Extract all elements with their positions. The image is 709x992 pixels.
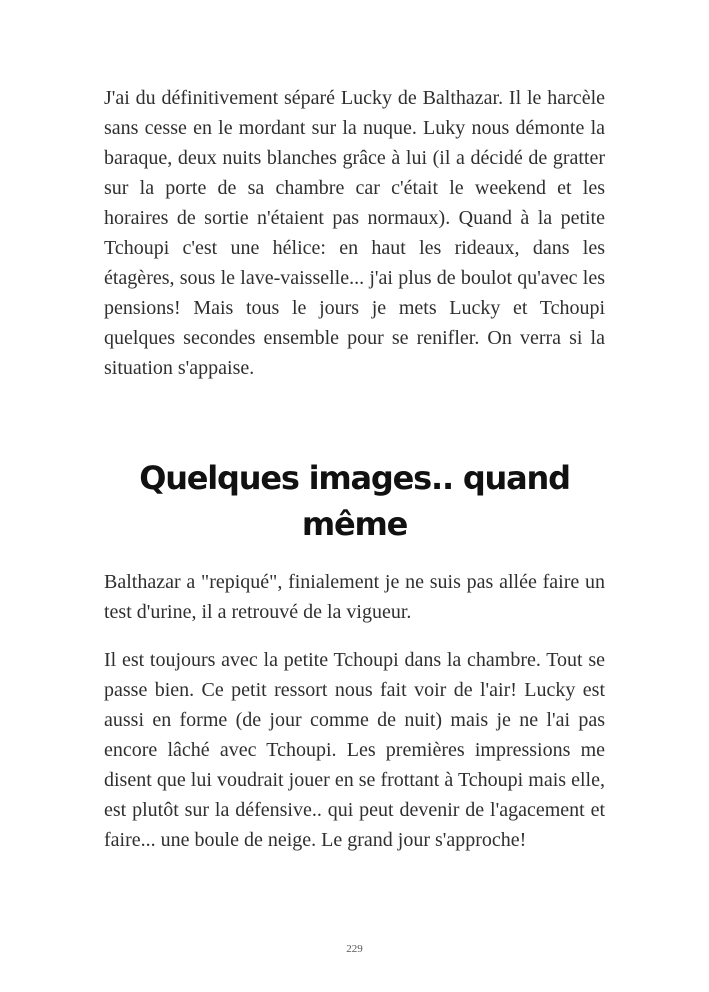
paragraph-tchoupi-chambre: Il est toujours avec la petite Tchoupi dans la chambre. Tout se passe bien. Ce petit ressort nous fait voir de l'air! Lucky est aussi en forme (de jour comme de nuit) mais je ne l'ai pas encore lâché avec Tchoupi. Les premières impressions me disent que lui voudrait jouer en se frottant à Tchoupi mais elle, est plutôt sur la défensive.. qui peut devenir de l'agacement et faire... une boule de neige. Le grand jour s'approche! (104, 649, 605, 851)
page-number: 229 (346, 943, 363, 955)
section-heading: Quelques images.. quand même (139, 459, 570, 543)
paragraph-balthazar-repique: Balthazar a "repiqué", finialement je ne suis pas allée faire un test d'urine, il a retrouvé de la vigueur. (104, 571, 605, 623)
paragraph-lucky-balthazar: J'ai du définitivement séparé Lucky de Balthazar. Il le harcèle sans cesse en le mordant sur la nuque. Luky nous démonte la baraque, deux nuits blanches grâce à lui (il a décidé de gratter sur la porte de sa chambre car c'était le weekend et les horaires de sortie n'étaient pas normaux). Quand à la petite Tchoupi c'est une hélice: en haut les rideaux, dans les étagères, sous le lave-vaisselle... j'ai plus de boulot qu'avec les pensions! Mais tous le jours je mets Lucky et Tchoupi quelques secondes ensemble pour se renifler. On verra si la situation s'appaise. (104, 87, 605, 379)
